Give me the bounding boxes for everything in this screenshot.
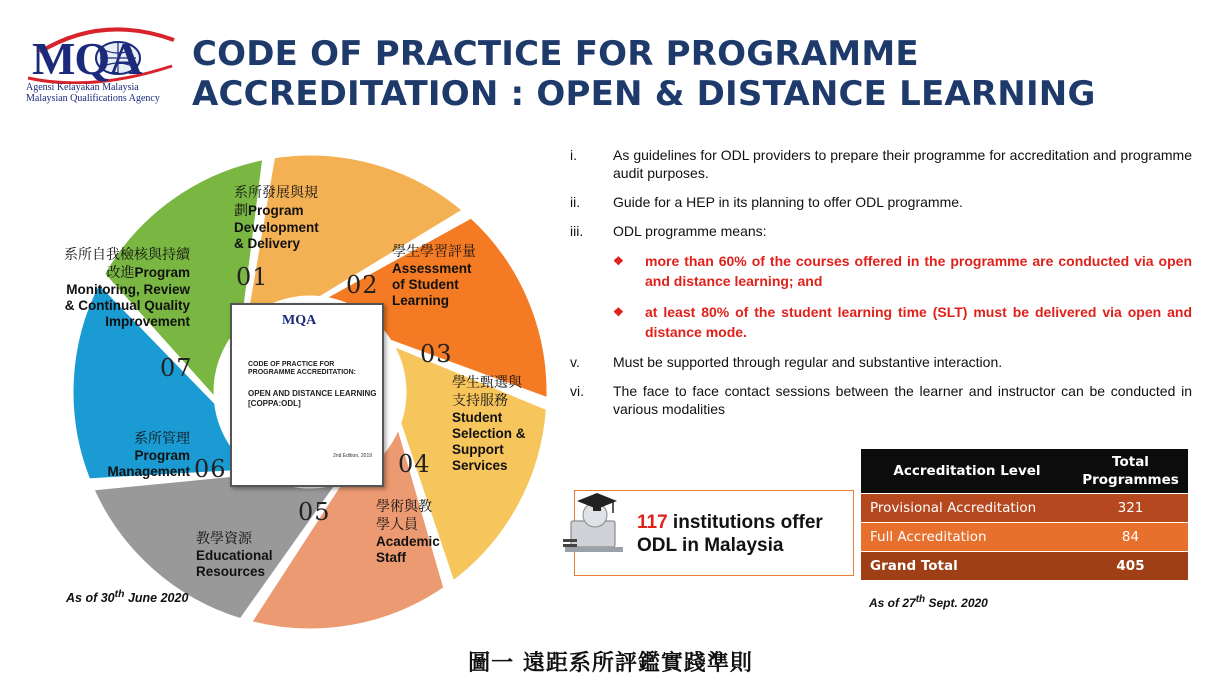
list-numeral: v. bbox=[570, 354, 580, 370]
segment-04-en-2: Staff bbox=[376, 550, 406, 565]
segment-05-zh: 教學資源 bbox=[196, 531, 252, 547]
as-of-left-rest: June 2020 bbox=[124, 591, 189, 606]
list-numeral: ii. bbox=[570, 194, 581, 210]
odl-guidelines-list bbox=[570, 146, 1192, 429]
coppa-odl-book-cover bbox=[230, 303, 384, 487]
segment-03-zh: 學生甄選與 bbox=[452, 375, 522, 391]
list-text: The face to face contact sessions between the learner and instructor can be conducted in various modalities bbox=[613, 383, 1192, 417]
segment-04-zh2: 學人員 bbox=[376, 517, 418, 533]
list-item-iii bbox=[570, 222, 1192, 240]
list-numeral: iii. bbox=[570, 223, 584, 239]
institutions-count: 117 bbox=[637, 512, 668, 533]
list-text: Guide for a HEP in its planning to offer ODL programme. bbox=[613, 194, 963, 210]
list-numeral: i. bbox=[570, 147, 577, 163]
table-cell: 84 bbox=[1073, 523, 1188, 552]
column-header: Total Programmes bbox=[1073, 449, 1188, 494]
list-text: ODL programme means: bbox=[613, 223, 767, 239]
institutions-callout bbox=[574, 490, 854, 576]
segment-07-en-3: & Continual Quality bbox=[64, 298, 190, 313]
segment-02-en-1: Assessment bbox=[392, 261, 472, 276]
segment-04-en-1: Academic bbox=[376, 534, 440, 549]
institutions-text-2: ODL in Malaysia bbox=[637, 535, 784, 556]
column-header: Accreditation Level bbox=[861, 449, 1073, 494]
as-of-left-main: As of 30 bbox=[66, 591, 115, 606]
table-as-of-date bbox=[869, 594, 988, 610]
table-cell: 321 bbox=[1073, 494, 1188, 523]
as-of-left-sup: th bbox=[114, 589, 125, 600]
logo-line-1: Agensi Kelayakan Malaysia bbox=[26, 82, 139, 93]
segment-04-label bbox=[376, 498, 440, 566]
segment-05-label bbox=[196, 530, 273, 580]
table-header-row bbox=[861, 449, 1188, 494]
segment-05-en-2: Resources bbox=[196, 564, 266, 579]
segment-03-label bbox=[452, 374, 526, 474]
table-row bbox=[861, 552, 1188, 581]
table-cell: Full Accreditation bbox=[861, 523, 1073, 552]
segment-07-zh: 系所自我檢核與持續 bbox=[64, 247, 190, 263]
table-row bbox=[861, 494, 1188, 523]
list-item-ii bbox=[570, 193, 1192, 211]
segment-05-number: 05 bbox=[298, 498, 331, 526]
as-of-right-main: As of 27 bbox=[869, 596, 916, 610]
table-cell: Provisional Accreditation bbox=[861, 494, 1073, 523]
segment-06-en-1: Program bbox=[134, 448, 190, 463]
institutions-text-1: institutions offer bbox=[667, 512, 823, 533]
list-text: Must be supported through regular and substantive interaction. bbox=[613, 354, 1003, 370]
list-subitem-1 bbox=[570, 251, 1192, 291]
segment-03-en-3: Support bbox=[452, 442, 504, 457]
list-text: As guidelines for ODL providers to prepare their programme for accreditation and programme audit purposes. bbox=[613, 147, 1192, 181]
table-cell: Grand Total bbox=[861, 552, 1073, 581]
segment-07-zh2: 改進 bbox=[106, 265, 135, 281]
diamond-bullet-icon: ❖ bbox=[613, 305, 624, 319]
accreditation-table bbox=[861, 449, 1188, 580]
title-line-1: CODE OF PRACTICE FOR PROGRAMME bbox=[192, 34, 919, 74]
segment-01-en-1: Program bbox=[248, 203, 304, 218]
segment-04-number: 04 bbox=[398, 450, 431, 478]
segment-06-en-2: Management bbox=[107, 464, 190, 479]
segment-01-label bbox=[234, 184, 319, 252]
segment-07-number: 07 bbox=[160, 354, 193, 382]
book-logo: MQA bbox=[282, 313, 317, 328]
title-line-2: ACCREDITATION : OPEN & DISTANCE LEARNING bbox=[192, 74, 1096, 114]
logo-text: MQA bbox=[32, 33, 142, 84]
segment-03-en-1: Student bbox=[452, 410, 503, 425]
table-cell: 405 bbox=[1073, 552, 1188, 581]
list-item-v bbox=[570, 353, 1192, 371]
table-row bbox=[861, 523, 1188, 552]
segment-03-en-2: Selection & bbox=[452, 426, 526, 441]
wheel-as-of-date bbox=[66, 589, 188, 605]
segment-07-en-1: Program bbox=[134, 265, 190, 280]
segment-04-zh: 學術與教 bbox=[376, 499, 432, 515]
list-numeral: vi. bbox=[570, 383, 584, 399]
book-edition: 2nd Edition, 2019 bbox=[333, 453, 372, 459]
segment-02-number: 02 bbox=[346, 271, 379, 299]
diamond-bullet-icon: ❖ bbox=[613, 254, 624, 268]
segment-06-number: 06 bbox=[194, 455, 227, 483]
as-of-right-sup: th bbox=[915, 594, 926, 605]
as-of-right-rest: Sept. 2020 bbox=[925, 596, 988, 610]
segment-01-en-2: Development bbox=[234, 220, 319, 235]
segment-06-zh: 系所管理 bbox=[134, 431, 190, 447]
book-main-title: OPEN AND DISTANCE LEARNING [COPPA:ODL] bbox=[248, 389, 377, 408]
segment-02-en-3: Learning bbox=[392, 293, 450, 308]
segment-03-en-4: Services bbox=[452, 458, 508, 473]
segment-02-zh: 學生學習評量 bbox=[392, 244, 476, 260]
segment-01-en-3: & Delivery bbox=[234, 236, 301, 251]
graduation-laptop-icon bbox=[563, 491, 635, 555]
segment-01-zh2: 劃 bbox=[234, 203, 248, 219]
list-item-i bbox=[570, 146, 1192, 182]
segment-05-en-1: Educational bbox=[196, 548, 273, 563]
logo-line-2: Malaysian Qualifications Agency bbox=[26, 93, 160, 104]
segment-02-label bbox=[392, 243, 476, 309]
segment-03-zh2: 支持服務 bbox=[452, 393, 508, 409]
segment-07-label bbox=[40, 246, 190, 330]
segment-07-en-2: Monitoring, Review bbox=[66, 282, 190, 297]
segment-06-label bbox=[95, 430, 190, 480]
list-subitem-2 bbox=[570, 302, 1192, 342]
segment-07-en-4: Improvement bbox=[105, 314, 190, 329]
list-item-vi bbox=[570, 382, 1192, 418]
figure-caption: 圖一 遠距系所評鑑實踐準則 bbox=[468, 651, 753, 676]
institutions-text bbox=[637, 511, 823, 557]
subitem-text: more than 60% of the courses offered in the programme are conducted via open and distance learning; and bbox=[645, 253, 1192, 289]
segment-03-number: 03 bbox=[420, 340, 453, 368]
segment-01-number: 01 bbox=[236, 263, 269, 291]
subitem-text: at least 80% of the student learning time (SLT) must be delivered via open and distance mode. bbox=[645, 304, 1192, 340]
segment-01-zh: 系所發展與規 bbox=[234, 185, 318, 201]
segment-02-en-2: of Student bbox=[392, 277, 459, 292]
book-title: CODE OF PRACTICE FOR PROGRAMME ACCREDITATION: bbox=[248, 361, 356, 376]
